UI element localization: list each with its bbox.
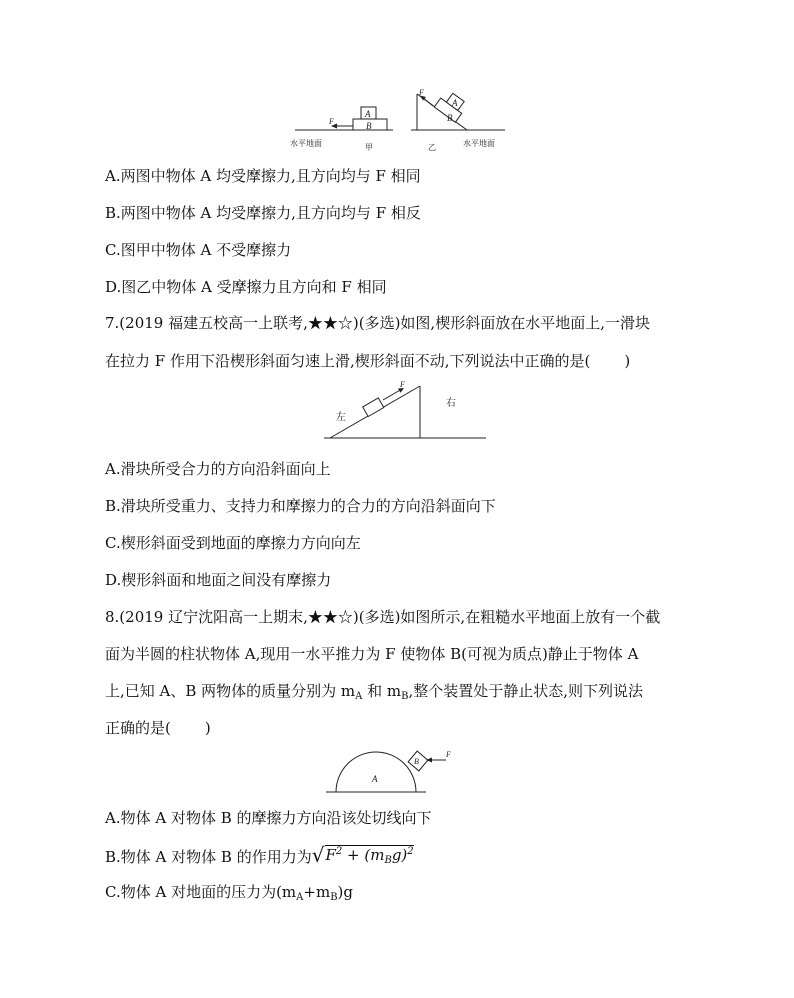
label-A-right: A <box>452 98 458 108</box>
q8-stem-line4-end: ) <box>204 719 211 737</box>
q6-figure <box>285 88 515 154</box>
slider-block <box>363 398 384 417</box>
ground-label-right: 水平地面 <box>463 139 495 148</box>
q8-stem-line4-text: 正确的是( <box>105 719 171 737</box>
subscript-B: B <box>330 892 338 903</box>
formula-sup-F: 2 <box>335 846 343 857</box>
caption-right: 乙 <box>428 143 436 152</box>
q8-option-c-suffix: )g <box>337 883 354 901</box>
q8-option-b <box>105 845 414 867</box>
semicircle-A <box>336 752 416 792</box>
q8-stem-line1: 8.(2019 辽宁沈阳高一上期末,★★☆)(多选)如图所示,在粗糙水平地面上放有一个截 <box>105 608 661 626</box>
q6-option-c: C.图甲中物体 A 不受摩擦力 <box>105 241 292 259</box>
label-B-left: B <box>366 121 372 131</box>
q8-option-c <box>105 882 353 902</box>
q7-stem-line2-text: 在拉力 F 作用下沿楔形斜面匀速上滑,楔形斜面不动,下列说法中正确的是( <box>105 352 591 370</box>
caption-left: 甲 <box>365 143 373 152</box>
q8-stem-line3-a: 上,已知 A、B 两物体的质量分别为 m <box>105 682 356 700</box>
label-A: A <box>372 774 378 784</box>
q6-option-a: A.两图中物体 A 均受摩擦力,且方向均与 F 相同 <box>105 167 421 185</box>
formula-F: F <box>325 846 336 864</box>
subscript-A: A <box>355 691 363 702</box>
label-B: B <box>414 757 419 766</box>
q7-option-a: A.滑块所受合力的方向沿斜面向上 <box>105 460 331 478</box>
label-right: 右 <box>446 398 456 409</box>
label-F-left: F <box>329 117 334 126</box>
ground-label-left: 水平地面 <box>290 139 322 148</box>
q8-stem-line4 <box>105 718 211 738</box>
q8-stem-line3-b: 和 m <box>362 682 402 700</box>
label-B-right: B <box>447 113 453 123</box>
q8-option-a: A.物体 A 对物体 B 的摩擦力方向沿该处切线向下 <box>105 809 432 827</box>
label-F-right: F <box>419 88 424 97</box>
formula-sup-end: 2 <box>407 846 414 857</box>
q7-option-c: C.楔形斜面受到地面的摩擦力方向向左 <box>105 534 361 552</box>
q8-option-c-prefix: C.物体 A 对地面的压力为(m <box>105 883 297 901</box>
formula-mid: + (m <box>342 846 385 864</box>
q8-figure <box>322 742 462 798</box>
q6-option-d: D.图乙中物体 A 受摩擦力且方向和 F 相同 <box>105 278 387 296</box>
q8-stem-line2: 面为半圆的柱状物体 A,现用一水平推力为 F 使物体 B(可视为质点)静止于物体 A <box>105 645 639 663</box>
label-F: F <box>446 750 451 759</box>
sqrt-formula <box>312 845 414 865</box>
q8-stem-line3-c: ,整个装置处于静止状态,则下列说法 <box>408 682 644 700</box>
subscript-A: A <box>296 892 304 903</box>
q7-option-d: D.楔形斜面和地面之间没有摩擦力 <box>105 571 332 589</box>
q7-figure <box>320 380 490 442</box>
q8-stem-line3 <box>105 681 643 701</box>
label-A-left: A <box>365 109 371 119</box>
formula-sub-B: B <box>384 855 392 866</box>
q7-stem-line2-end: ) <box>624 352 631 370</box>
label-F: F <box>400 380 405 389</box>
label-left: 左 <box>336 412 346 423</box>
q7-stem-line1: 7.(2019 福建五校高一上联考,★★☆)(多选)如图,楔形斜面放在水平地面上,一滑块 <box>105 314 650 332</box>
q6-option-b: B.两图中物体 A 均受摩擦力,且方向均与 F 相反 <box>105 204 421 222</box>
sqrt-icon: √ <box>311 843 325 867</box>
q7-stem-line2 <box>105 351 630 371</box>
q8-option-c-mid: +m <box>303 883 331 901</box>
formula-end: g) <box>391 846 408 864</box>
subscript-B: B <box>401 691 409 702</box>
radicand <box>325 845 413 864</box>
q8-option-b-prefix: B.物体 A 对物体 B 的作用力为 <box>105 848 312 866</box>
q7-option-b: B.滑块所受重力、支持力和摩擦力的合力的方向沿斜面向下 <box>105 497 496 515</box>
